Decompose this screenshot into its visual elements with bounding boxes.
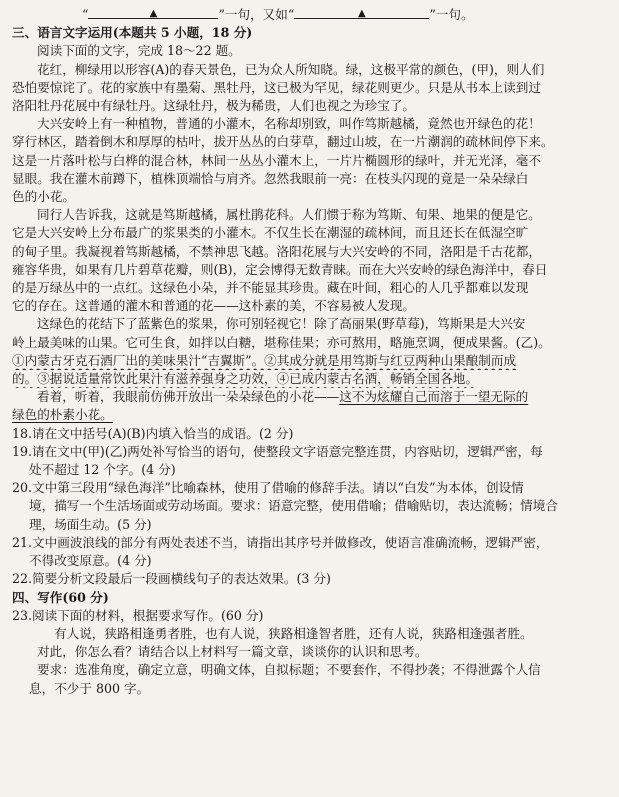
passage-line-wavy [12,370,605,388]
material-text: 有人说，狭路相逢勇者胜，也有人说，狭路相逢智者胜，还有人说，狭路相逢强者胜。 [54,625,533,641]
section-3-instruction: 阅读下面的文字，完成 18～22 题。 [37,43,241,59]
passage-line: 花红，柳绿用以形容(A)的春天景色，已为众人所知晓。绿，这极平常的颜色，(甲)，则人们 [37,61,545,77]
passage-line: 这是一片落叶松与白桦的混合林，林间一丛丛小灌木上，一片片椭圆形的绿叶，并无光泽，毫不 [12,152,541,168]
passage-line: 显眼。我在灌木前蹲下，植株顶端恰与肩齐。忽然我眼前一亮：在枝头闪现的竟是一朵朵绿白 [12,170,529,186]
answer-blank-2[interactable] [294,6,429,19]
requirement-text: 要求：选准角度，确定立意，明确文体，自拟标题；不要套作，不得抄袭；不得泄露个人信 [37,662,541,678]
passage-line: 雍容华贵，如果有几片碧草花瓣，则(B)，定会博得无数青睐。而在大兴安岭的绿色海洋中，春日 [12,261,548,277]
section-3-title: 三、语言文字运用(本题共 5 小题，18 分) [12,25,253,41]
triangle-icon: ▲ [357,8,366,19]
passage-line: 它的存在。这普通的灌木和普通的花——这朴素的美，不容易被人发现。 [12,298,415,314]
fill-in-line: “ ▲ ”一句，又如“ ▲ ”一句。 [82,7,474,22]
question-18: 18.请在文中括号(A)(B)内填入恰当的成语。(2 分) [12,425,294,441]
wavy-underlined-text: 的。③据说适量常饮此果汁有滋养强身之功效，④已成内蒙古名酒，畅销全国各地。 [12,371,478,387]
triangle-icon: ▲ [149,8,158,19]
question-23: 23.阅读下面的材料，根据要求写作。(60 分) 有人说，狭路相逢勇者胜，也有人说，狭路相逢智者胜，还有人说，狭路相逢强者胜。 对此，你怎么看？请结合以上材料写一篇文章，谈谈你的认识和思考。 要求：选准角度，确定立意，明确文体，自拟标题；不要套作，不得抄袭；不得泄露个人信 息，不少于 800 字。 [12,607,605,698]
requirement-text: 息，不少于 800 字。 [29,680,150,696]
passage-line: 恐怕要惊诧了。花的家族中有墨菊、黑牡丹，这已极为罕见，绿花则更少。只是从书本上读到过 [12,79,541,95]
passage-line: 的甸子里。我凝视着笃斯越橘，不禁神思飞越。洛阳花展与大兴安岭的不同，洛阳是千古花都， [12,243,541,259]
passage-line [12,406,605,424]
passage-line: 的是万绿丛中的一点红。这绿色小朵，并不能显其珍贵。藏在叶间，粗心的人几乎都难以发现 [12,280,529,296]
prompt-text: 对此，你怎么看？请结合以上材料写一篇文章，谈谈你的认识和思考。 [37,644,428,660]
passage-line: 岭上最美味的山果。它可生食，如拌以白糖，堪称佳果；亦可熬用，略施烹调，便成果酱。(乙)。 [12,334,551,350]
question-20: 20.文中第三段用“绿色海洋”比喻森林，使用了借喻的修辞手法。请以“白发”为本体，创设情 境，描写一个生活场面或劳动场面。要求：语意完整，使用借喻；借喻贴切，表达流畅；情境合 理，场面生动。(5 分) [12,480,558,532]
passage-line: 它是大兴安岭上分布最广的浆果类的小灌木。不仅生长在潮湿的疏林间，而且还长在低湿空旷 [12,225,529,241]
passage-line: 穿行林区，踏着倒木和厚厚的枯叶，拔开丛丛的白芽草，翻过山坡，在一片潮润的疏林间停下来。 [12,134,554,150]
wavy-underlined-text: ①内蒙古牙克石酒厂出的美味果汁“吉翼斯”。 [12,352,265,368]
underlined-sentence: 绿色的朴素小花。 [12,407,113,423]
passage-line-wavy [12,352,605,370]
passage-line: 大兴安岭上有一种植物，普通的小灌木，名称却别致，叫作笃斯越橘，竟然也开绿色的花！ [37,116,541,132]
underlined-sentence: 这不为炫耀自己而溶于一望无际的 [339,389,529,405]
section-4-title: 四、写作(60 分) [12,589,109,605]
wavy-underlined-text: ②其成分就是用笃斯与红豆两种山果酿制而成 [264,352,517,368]
question-19: 19.请在文中(甲)(乙)两处补写恰当的语句，使整段文字语意完整连贯，内容贴切，逻辑严密，每 处不超过 12 个字。(4 分) [12,443,543,478]
passage-line: 这绿色的花结下了蓝紫色的浆果，你可别轻视它！除了高丽果(野草莓)，笃斯果是大兴安 [37,316,526,332]
question-21: 21.文中画波浪线的部分有两处表述不当，请指出其序号并做修改，使语言准确流畅，逻辑严密， 不得改变原意。(4 分) [12,534,549,569]
question-22: 22.简要分析文段最后一段画横线句子的表达效果。(3 分) [12,571,331,587]
passage-line: 同行人告诉我，这就是笃斯越橘，属杜鹃花科。人们惯于称为笃斯、旬果、地果的便是它。 [37,207,541,223]
passage-line: 洛阳牡丹花展中有绿牡丹。这绿牡丹，极为稀贵，人们也视之为珍宝了。 [12,98,415,114]
answer-blank-1[interactable] [88,6,218,19]
passage-line: 色的小花。 [12,189,75,205]
passage-line: 看着，听着，我眼前仿佛开放出一朵朵绿色的小花——这不为炫耀自己而溶于一望无际的 [37,389,529,405]
